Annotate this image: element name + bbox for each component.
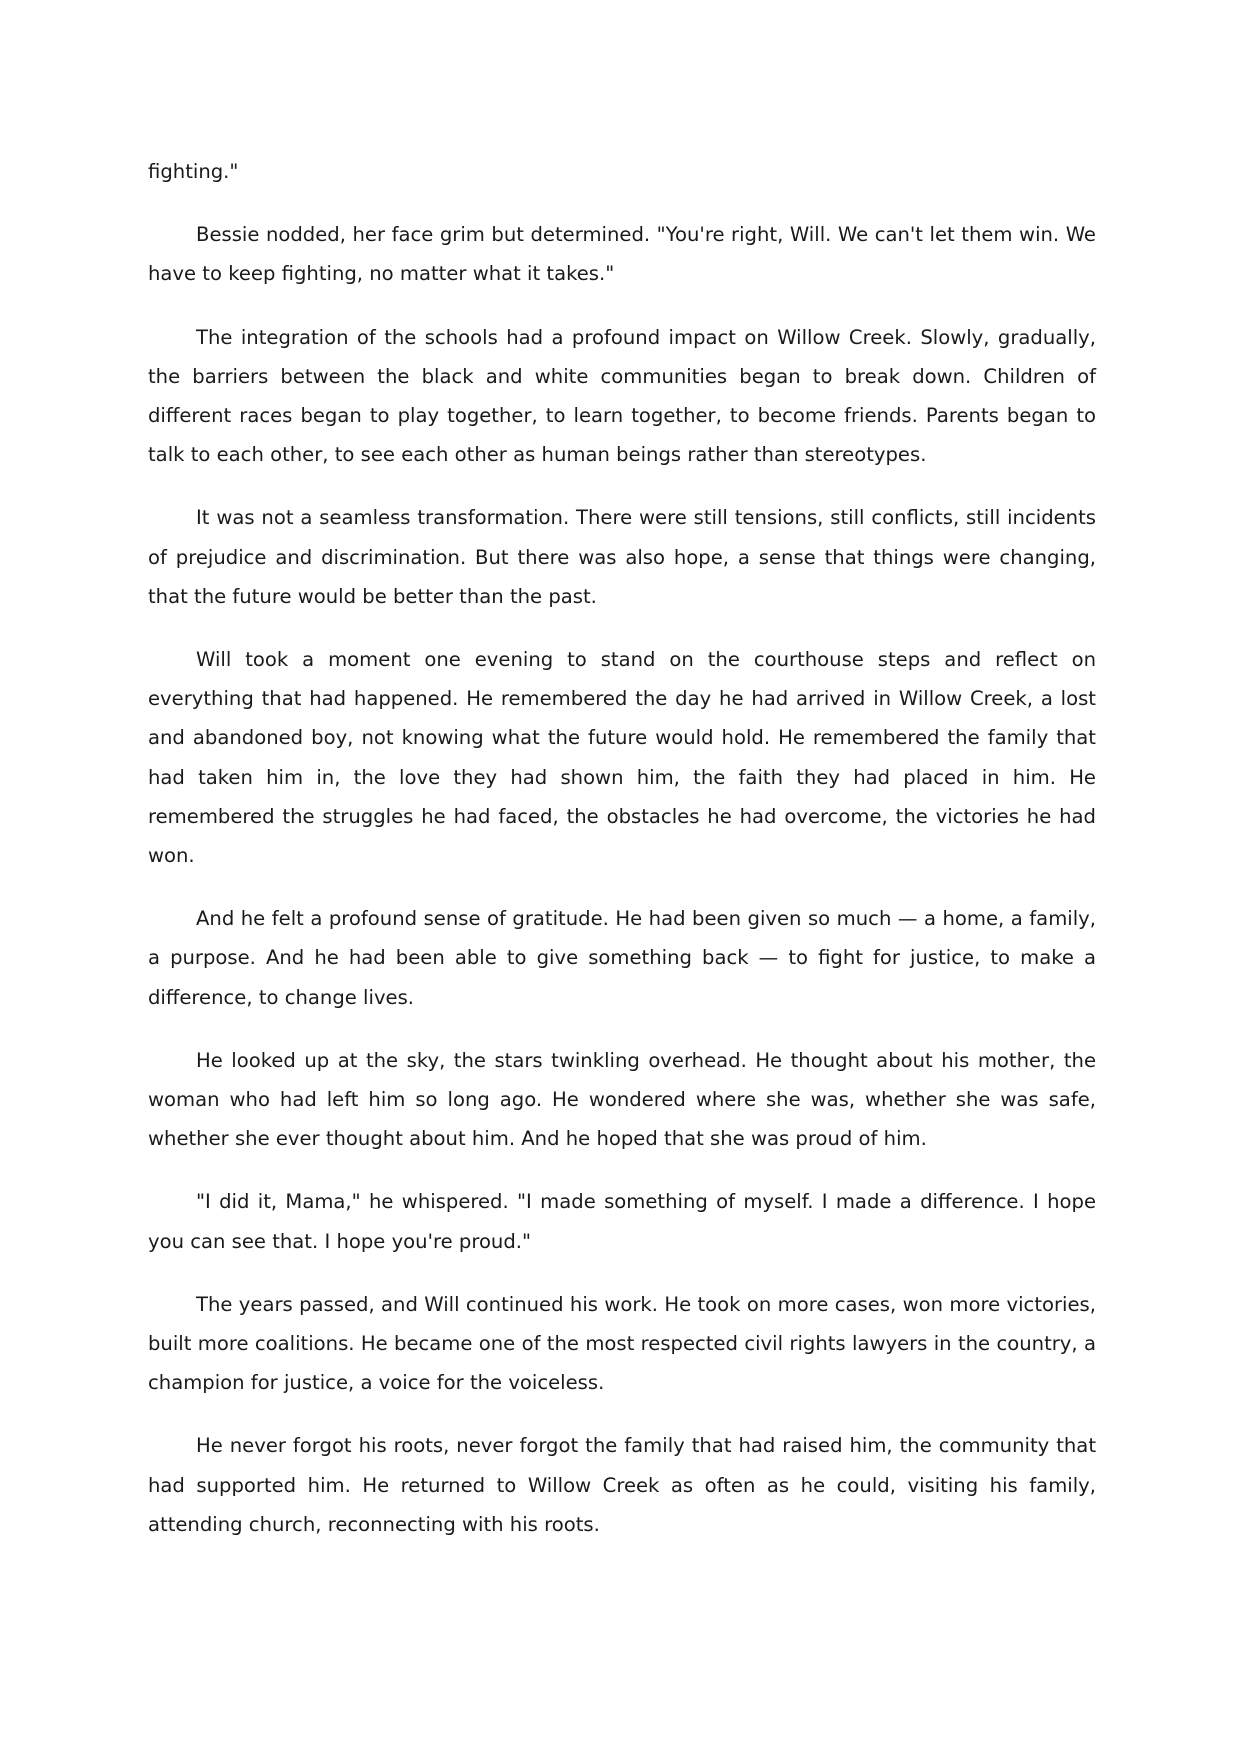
paragraph-3: The integration of the schools had a profound impact on Willow Creek. Slowly, gradually, the barriers between the black and white communities began to break down. Children of different races began to play together, to learn together, to become friends. Parents began to talk to each other, to see each other as human beings rather than stereotypes. <box>148 325 1096 467</box>
paragraph-5: Will took a moment one evening to stand on the courthouse steps and reflect on everything that had happened. He remembered the day he had arrived in Willow Creek, a lost and abandoned boy, not knowing what the future would hold. He remembered the family that had taken him in, the love they had shown him, the faith they had placed in him. He remembered the struggles he had faced, the obstacles he had overcome, the victories he had won. <box>148 648 1096 868</box>
paragraph-8: "I did it, Mama," he whispered. "I made something of myself. I made a difference. I hope you can see that. I hope you're proud." <box>148 1190 1096 1253</box>
paragraph-1: fighting." <box>148 160 239 183</box>
paragraph-9: The years passed, and Will continued his work. He took on more cases, won more victories, built more coalitions. He became one of the most respected civil rights lawyers in the country, a champion for justice, a voice for the voiceless. <box>148 1292 1096 1395</box>
body-text <box>148 152 1096 1568</box>
paragraph-10: He never forgot his roots, never forgot the family that had raised him, the community that had supported him. He returned to Willow Creek as often as he could, visiting his family, attending church, reconnecting with his roots. <box>148 1434 1096 1536</box>
paragraph-6: And he felt a profound sense of gratitude. He had been given so much — a home, a family, a purpose. And he had been able to give something back — to fight for justice, to make a difference, to change lives. <box>148 907 1096 1009</box>
paragraph-4: It was not a seamless transformation. There were still tensions, still conflicts, still incidents of prejudice and discrimination. But there was also hope, a sense that things were changing, that the future would be better than the past. <box>148 506 1096 608</box>
paragraph-7: He looked up at the sky, the stars twinkling overhead. He thought about his mother, the woman who had left him so long ago. He wondered where she was, whether she was safe, whether she ever thought about him. And he hoped that she was proud of him. <box>148 1048 1096 1151</box>
paragraph-2: Bessie nodded, her face grim but determined. "You're right, Will. We can't let them win. We have to keep fighting, no matter what it takes." <box>148 223 1096 286</box>
